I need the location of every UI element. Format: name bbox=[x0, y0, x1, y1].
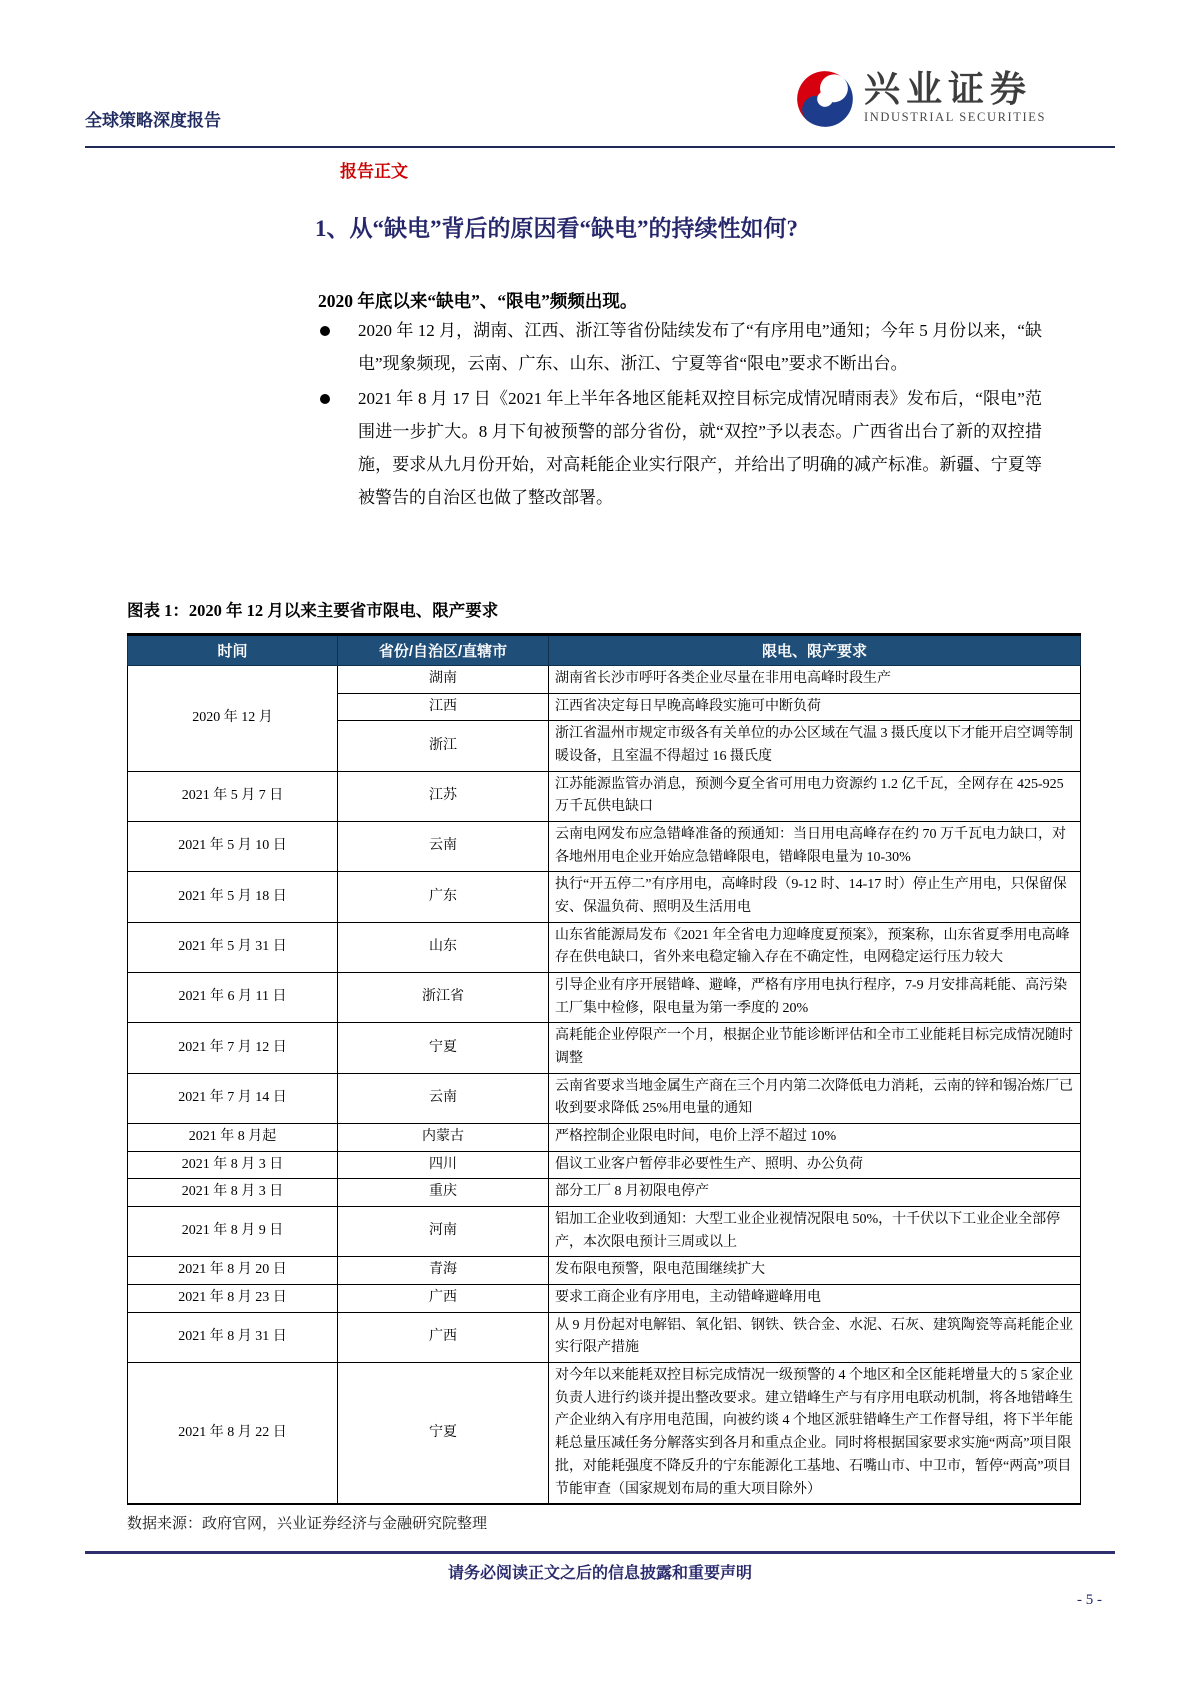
cell-province: 浙江省 bbox=[338, 973, 549, 1023]
column-header-requirement: 限电、限产要求 bbox=[549, 635, 1081, 666]
table-row bbox=[128, 1151, 1081, 1179]
list-item bbox=[318, 314, 1042, 380]
table-row bbox=[128, 1073, 1081, 1123]
brand-name-cn: 兴业证券 bbox=[864, 68, 1033, 109]
table-row bbox=[128, 1207, 1081, 1257]
figure-title: 图表 1：2020 年 12 月以来主要省市限电、限产要求 bbox=[127, 601, 499, 620]
cell-province: 重庆 bbox=[338, 1179, 549, 1207]
table-row bbox=[128, 922, 1081, 972]
cell-province: 山东 bbox=[338, 922, 549, 972]
cell-province: 江苏 bbox=[338, 771, 549, 821]
cell-requirement: 山东省能源局发布《2021 年全省电力迎峰度夏预案》，预案称，山东省夏季用电高峰存在供电缺口，省外来电稳定输入存在不确定性，电网稳定运行压力较大 bbox=[549, 922, 1081, 972]
cell-province: 河南 bbox=[338, 1207, 549, 1257]
bullet-icon bbox=[320, 394, 330, 404]
table-header-row bbox=[128, 635, 1081, 666]
cell-province: 云南 bbox=[338, 822, 549, 872]
cell-time: 2021 年 8 月 20 日 bbox=[128, 1257, 338, 1285]
table-row bbox=[128, 1312, 1081, 1362]
page-number: - 5 - bbox=[1077, 1592, 1102, 1608]
footer-disclaimer: 请务必阅读正文之后的信息披露和重要声明 bbox=[447, 1565, 752, 1582]
cell-requirement: 严格控制企业限电时间，电价上浮不超过 10% bbox=[549, 1124, 1081, 1152]
cell-time: 2020 年 12 月 bbox=[128, 666, 338, 772]
table-row bbox=[128, 1363, 1081, 1505]
bullet-list bbox=[318, 314, 1042, 516]
cell-requirement: 倡议工业客户暂停非必要性生产、照明、办公负荷 bbox=[549, 1151, 1081, 1179]
cell-time: 2021 年 8 月 31 日 bbox=[128, 1312, 338, 1362]
data-source: 数据来源：政府官网，兴业证券经济与金融研究院整理 bbox=[127, 1516, 488, 1533]
cell-province: 江西 bbox=[338, 693, 549, 721]
header-divider bbox=[85, 146, 1115, 148]
cell-time: 2021 年 7 月 12 日 bbox=[128, 1023, 338, 1073]
cell-requirement: 江西省决定每日早晚高峰段实施可中断负荷 bbox=[549, 693, 1081, 721]
cell-requirement: 铝加工企业收到通知：大型工业企业视情况限电 50%，十千伏以下工业企业全部停产，本次限电预计三周或以上 bbox=[549, 1207, 1081, 1257]
table-row bbox=[128, 771, 1081, 821]
cell-requirement: 对今年以来能耗双控目标完成情况一级预警的 4 个地区和全区能耗增量大的 5 家企业负责人进行约谈并提出整改要求。建立错峰生产与有序用电联动机制，将各地错峰生产企业纳入有序用电范围，向被约谈 4 个地区派驻错峰生产工作督导组，将下半年能耗总量压减任务分解落实到各月和重点企业。同时将根据国家要求实施“两高”项目限批，对能耗强度不降反升的宁东能源化工基地、石嘴山市、中卫市，暂停“两高”项目节能审查（国家规划布局的重大项目除外） bbox=[549, 1363, 1081, 1505]
bullet-text: 2020 年 12 月，湖南、江西、浙江等省份陆续发布了“有序用电”通知；今年 5 月份以来，“缺电”现象频现，云南、广东、山东、浙江、宁夏等省“限电”要求不断出台。 bbox=[358, 321, 1042, 373]
cell-province: 广西 bbox=[338, 1285, 549, 1313]
brand-text bbox=[864, 70, 1046, 125]
cell-time: 2021 年 8 月 23 日 bbox=[128, 1285, 338, 1313]
bullet-text: 2021 年 8 月 17 日《2021 年上半年各地区能耗双控目标完成情况晴雨表》发布后，“限电”范围进一步扩大。8 月下旬被预警的部分省份，就“双控”予以表态。广西省出台了新的双控措施，要求从九月份开始，对高耗能企业实行限产，并给出了明确的减产标准。新疆、宁夏等被警告的自治区也做了整改部署。 bbox=[358, 389, 1042, 507]
column-header-province: 省份/自治区/直辖市 bbox=[338, 635, 549, 666]
cell-requirement: 部分工厂 8 月初限电停产 bbox=[549, 1179, 1081, 1207]
table-row bbox=[128, 1124, 1081, 1152]
table-row bbox=[128, 1023, 1081, 1073]
table-row bbox=[128, 1285, 1081, 1313]
cell-requirement: 湖南省长沙市呼吁各类企业尽量在非用电高峰时段生产 bbox=[549, 666, 1081, 694]
cell-province: 湖南 bbox=[338, 666, 549, 694]
cell-requirement: 要求工商企业有序用电，主动错峰避峰用电 bbox=[549, 1285, 1081, 1313]
cell-requirement: 执行“开五停二”有序用电，高峰时段（9-12 时、14-17 时）停止生产用电，只保留保安、保温负荷、照明及生活用电 bbox=[549, 872, 1081, 922]
cell-requirement: 江苏能源监管办消息，预测今夏全省可用电力资源约 1.2 亿千瓦，全网存在 425-925 万千瓦供电缺口 bbox=[549, 771, 1081, 821]
table-row bbox=[128, 822, 1081, 872]
cell-time: 2021 年 7 月 14 日 bbox=[128, 1073, 338, 1123]
cell-requirement: 引导企业有序开展错峰、避峰，严格有序用电执行程序，7-9 月安排高耗能、高污染工厂集中检修，限电量为第一季度的 20% bbox=[549, 973, 1081, 1023]
cell-time: 2021 年 8 月 22 日 bbox=[128, 1363, 338, 1505]
cell-time: 2021 年 8 月 9 日 bbox=[128, 1207, 338, 1257]
cell-requirement: 从 9 月份起对电解铝、氧化铝、钢铁、铁合金、水泥、石灰、建筑陶瓷等高耗能企业实行限产措施 bbox=[549, 1312, 1081, 1362]
cell-time: 2021 年 6 月 11 日 bbox=[128, 973, 338, 1023]
table-row bbox=[128, 872, 1081, 922]
table-row bbox=[128, 1179, 1081, 1207]
table-row bbox=[128, 1257, 1081, 1285]
footer-divider bbox=[85, 1551, 1115, 1554]
cell-province: 广西 bbox=[338, 1312, 549, 1362]
cell-province: 宁夏 bbox=[338, 1023, 549, 1073]
brand-name-en: INDUSTRIAL SECURITIES bbox=[864, 110, 1047, 124]
cell-requirement: 云南电网发布应急错峰准备的预通知：当日用电高峰存在约 70 万千瓦电力缺口，对各地州用电企业开始应急错峰限电，错峰限电量为 10-30% bbox=[549, 822, 1081, 872]
cell-province: 宁夏 bbox=[338, 1363, 549, 1505]
cell-requirement: 发布限电预警，限电范围继续扩大 bbox=[549, 1257, 1081, 1285]
table-row bbox=[128, 666, 1081, 694]
table-row bbox=[128, 973, 1081, 1023]
cell-province: 广东 bbox=[338, 872, 549, 922]
cell-province: 四川 bbox=[338, 1151, 549, 1179]
section-title: 1、从“缺电”背后的原因看“缺电”的持续性如何? bbox=[315, 216, 798, 241]
cell-time: 2021 年 5 月 10 日 bbox=[128, 822, 338, 872]
cell-requirement: 浙江省温州市规定市级各有关单位的办公区域在气温 3 摄氏度以下才能开启空调等制暖设备，且室温不得超过 16 摄氏度 bbox=[549, 721, 1081, 771]
cell-time: 2021 年 5 月 18 日 bbox=[128, 872, 338, 922]
cell-requirement: 高耗能企业停限产一个月，根据企业节能诊断评估和全市工业能耗目标完成情况随时调整 bbox=[549, 1023, 1081, 1073]
intro-statement: 2020 年底以来“缺电”、“限电”频频出现。 bbox=[318, 291, 638, 311]
cell-province: 内蒙古 bbox=[338, 1124, 549, 1152]
report-type-label: 全球策略深度报告 bbox=[85, 111, 221, 130]
bullet-icon bbox=[320, 326, 330, 336]
brand-logo bbox=[796, 70, 1116, 128]
brand-swirl-icon bbox=[796, 70, 854, 128]
cell-province: 浙江 bbox=[338, 721, 549, 771]
cell-province: 青海 bbox=[338, 1257, 549, 1285]
figure-1 bbox=[127, 597, 1080, 1533]
body-section-label: 报告正文 bbox=[340, 162, 408, 181]
column-header-time: 时间 bbox=[128, 635, 338, 666]
list-item bbox=[318, 382, 1042, 514]
cell-requirement: 云南省要求当地金属生产商在三个月内第二次降低电力消耗，云南的锌和锡冶炼厂已收到要求降低 25%用电量的通知 bbox=[549, 1073, 1081, 1123]
cell-time: 2021 年 5 月 7 日 bbox=[128, 771, 338, 821]
cell-time: 2021 年 5 月 31 日 bbox=[128, 922, 338, 972]
cell-time: 2021 年 8 月起 bbox=[128, 1124, 338, 1152]
cell-province: 云南 bbox=[338, 1073, 549, 1123]
power-restriction-table bbox=[127, 633, 1081, 1505]
cell-time: 2021 年 8 月 3 日 bbox=[128, 1179, 338, 1207]
cell-time: 2021 年 8 月 3 日 bbox=[128, 1151, 338, 1179]
